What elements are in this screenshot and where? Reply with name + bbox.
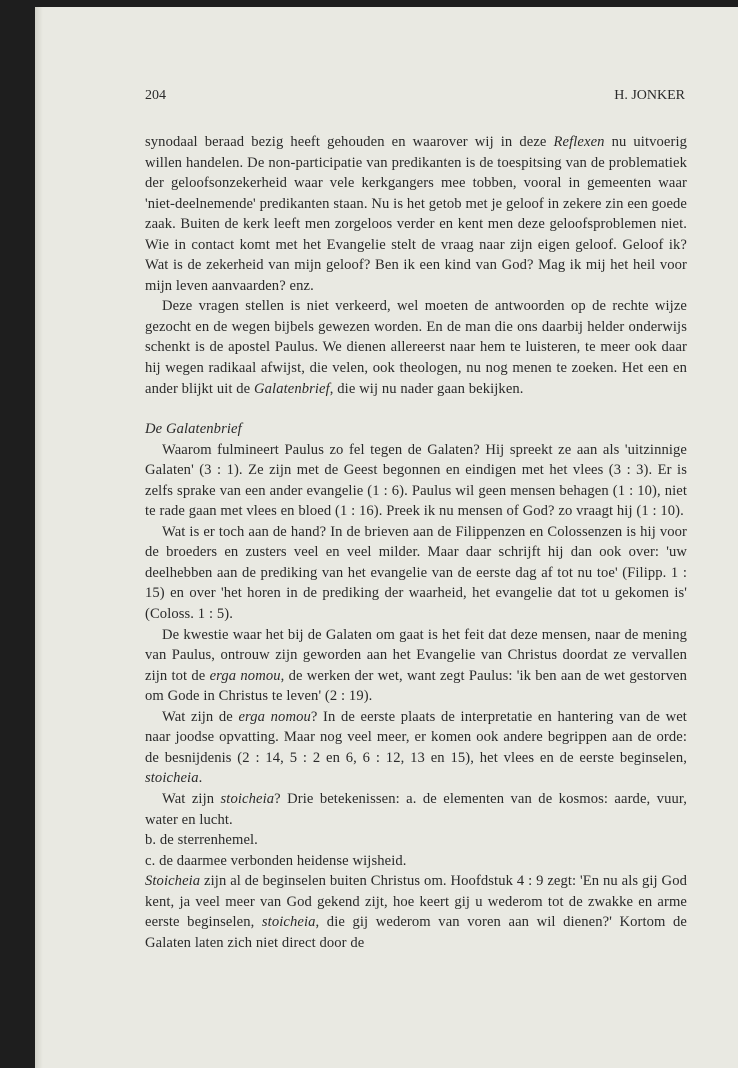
- italic-term: erga nomou: [209, 667, 281, 684]
- italic-term: stoicheia: [220, 790, 275, 807]
- text-run: synodaal beraad bezig heeft gehouden en waarover wij in deze: [145, 134, 554, 150]
- text-run: ? In de eerste plaats de interpretatie en hantering van de wet naar joodse opvatting. Maar nog veel meer, er komen ook andere begrippen aan de orde: de besnijdenis (2 : 14, 5 : 2 en 6, 6 : 12, 13 en 15), het vlees en de eerste beginselen,: [145, 708, 687, 766]
- text-run: , die gij wederom van voren aan wil dienen?' Kortom de Galaten laten zich niet direct door de: [145, 914, 688, 951]
- text-run: Wat zijn de: [162, 708, 239, 725]
- section-heading: De Galatenbrief: [145, 421, 242, 438]
- italic-term: erga nomou: [238, 708, 311, 725]
- paragraph-7: [145, 789, 687, 830]
- paragraph-4: Wat is er toch aan de hand? In de brieven aan de Filippenzen en Colossenzen is hij voor de broeders en zusters veel en veel milder. Maar daar schrijft hij dan ook over: 'uw deelhebben aan de prediking van het evangelie van de eerste dag af tot nu toe' (Filipp. 1 : 15) en over 'het horen in de prediking der waarheid, het evangelie dat tot u gekomen is' (Coloss. 1 : 5).: [145, 523, 687, 623]
- text-run: , de werken der wet, want zegt Paulus: 'ik ben aan de wet gestorven om Gode in Christus te leven' (2 : 19).: [145, 667, 687, 705]
- paragraph-3: Waarom fulmineert Paulus zo fel tegen de Galaten? Hij spreekt ze aan als 'uitzinnige Galaten' (3 : 1). Ze zijn met de Geest begonnen en eindigen met het vlees (3 : 3). Er is zelfs sprake van een ander evangelie (1 : 6). Paulus wil geen mensen behagen (1 : 10), niet te rade gaan met vlees en bloed (1 : 16). Preek ik nu mensen of God? zo vraagt hij (1 : 10).: [145, 441, 687, 520]
- text-run: Deze vragen stellen is niet verkeerd, wel moeten de antwoorden op de rechte wijze gezocht en de wegen bijbels gewezen worden. En de man die ons daarbij helder onderwijs schenkt is de apostel Paulus. We dienen allereerst naar hem te luisteren, te meer ook daar hij wegen radikaal afwijst, die velen, ook theologen, nu nog menen te zoeken. Het een en ander blijkt uit de: [145, 298, 687, 397]
- paragraph-8: [145, 871, 687, 953]
- text-run: zijn al de beginselen buiten Christus om. Hoofdstuk 4 : 9 zegt: 'En nu als gij God kent, ja veel meer van God gekend zijt, hoe keert gij u wederom tot de zwakke en arme eerste beginselen,: [145, 873, 687, 931]
- text-run: , die wij nu nader gaan bekijken.: [329, 380, 524, 397]
- italic-term: stoicheia: [145, 770, 199, 787]
- running-header: [145, 88, 685, 104]
- running-head-author: H. JONKER: [614, 88, 685, 103]
- list-item-b: b. de sterrenhemel.: [145, 832, 258, 849]
- paragraph-1: [145, 132, 687, 296]
- text-run: Wat zijn: [162, 790, 221, 807]
- text-run: ? Drie betekenissen: a. de elementen van de kosmos: aarde, vuur, water en lucht.: [145, 790, 687, 828]
- text-run: .: [198, 770, 203, 787]
- page-gutter-shadow: [35, 7, 43, 1068]
- list-item-c: c. de daarmee verbonden heidense wijsheid.: [145, 852, 407, 869]
- italic-term: Galatenbrief: [254, 380, 330, 397]
- paragraph-5: [145, 625, 687, 707]
- text-run: De kwestie waar het bij de Galaten om gaat is het feit dat deze mensen, naar de mening van Paulus, ontrouw zijn geworden aan het Evangelie van Christus doordat ze vervallen zijn tot de: [145, 626, 687, 684]
- italic-term: stoicheia: [261, 914, 316, 931]
- page-number: 204: [145, 88, 166, 103]
- paragraph-6: [145, 707, 687, 789]
- body-text: [145, 132, 687, 953]
- book-page: [35, 7, 738, 1068]
- italic-term: Reflexen: [553, 134, 605, 150]
- paragraph-2: [145, 296, 687, 399]
- italic-term: Stoicheia: [145, 873, 201, 890]
- text-run: nu uitvoerig willen handelen. De non-participatie van predikanten is de toespitsing van de problematiek der geloofsonzekerheid waar vele kerkgangers mee tobben, vooral in gemeenten waar 'niet-deelnemende' predikanten staan. Nu is het getob met je geloof in zekere zin een goede zaak. Buiten de kerk leeft men zorgeloos verder en kent men deze geloofsproblemen niet. Wie in contact komt met het Evangelie stelt de vraag naar zijn eigen geloof. Geloof ik? Wat is de zekerheid van mijn geloof? Ben ik een kind van God? Mag ik mij het heil voor mijn leven aanvaarden? enz.: [145, 134, 687, 294]
